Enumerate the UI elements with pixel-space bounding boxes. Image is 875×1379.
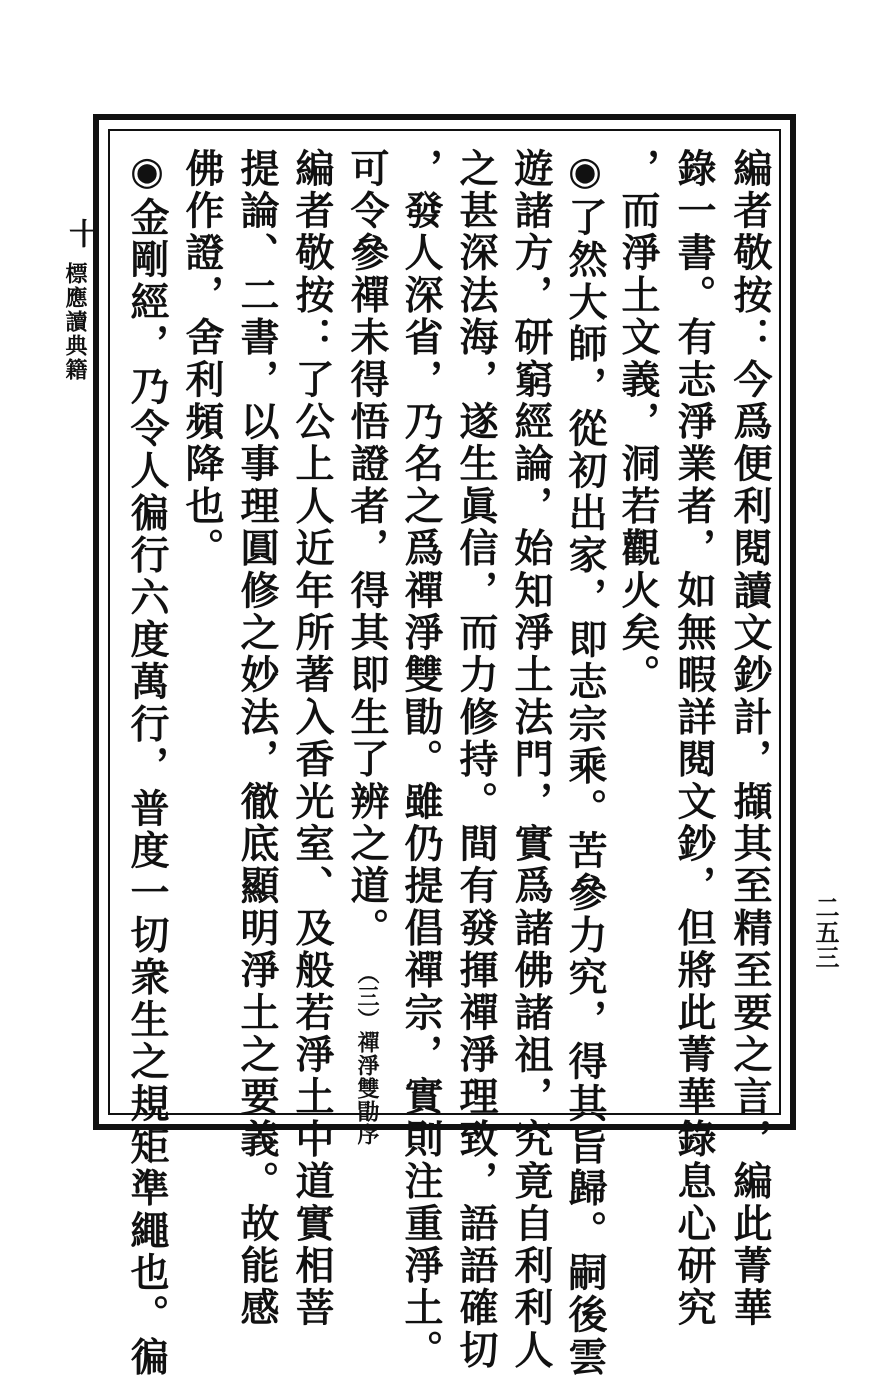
text-column-with-note (344, 148, 390, 1146)
text-column: 提論、二書，以事理圓修之妙法，徹底顯明淨土之要義。故能感 (234, 148, 280, 1330)
text-column: ，而淨土文義，洞若觀火矣。 (615, 148, 661, 697)
text-column: 遊諸方，研窮經論，始知淨土法門，實爲諸佛諸祖，究竟自利利人 (508, 148, 554, 1372)
text-column-body: 可令參禪未得悟證者，得其即生了辨之道。 (344, 148, 390, 950)
section-note: （三）禪淨雙勖序 (354, 961, 380, 1146)
text-column: ◉了然大師，從初出家，即志宗乘。苦參力究，得其旨歸。嗣後雲 (562, 148, 608, 1379)
book-title: 標應讀典籍 (62, 262, 88, 382)
volume-number: 十 (63, 218, 98, 248)
text-column: 佛作證，舍利頻降也。 (179, 148, 225, 570)
text-column: ◉金剛經，乃令人徧行六度萬行，普度一切衆生之規矩準繩也。徧 (124, 148, 170, 1379)
text-column: 編者敬按：今爲便利閱讀文鈔計，擷其至精至要之言，編此菁華 (727, 148, 773, 1330)
text-column: 之甚深法海，遂生眞信，而力修持。間有發揮禪淨理致，語語確切 (453, 148, 499, 1372)
text-column: 錄一書。有志淨業者，如無暇詳閱文鈔，但將此菁華錄息心研究 (671, 148, 717, 1330)
page-number: 二五三 (811, 895, 840, 970)
text-column: 編者敬按：了公上人近年所著入香光室、及般若淨土中道實相菩 (289, 148, 335, 1330)
text-column: ，發人深省，乃名之爲禪淨雙勖。雖仍提倡禪宗，實則注重淨土。 (398, 148, 444, 1372)
